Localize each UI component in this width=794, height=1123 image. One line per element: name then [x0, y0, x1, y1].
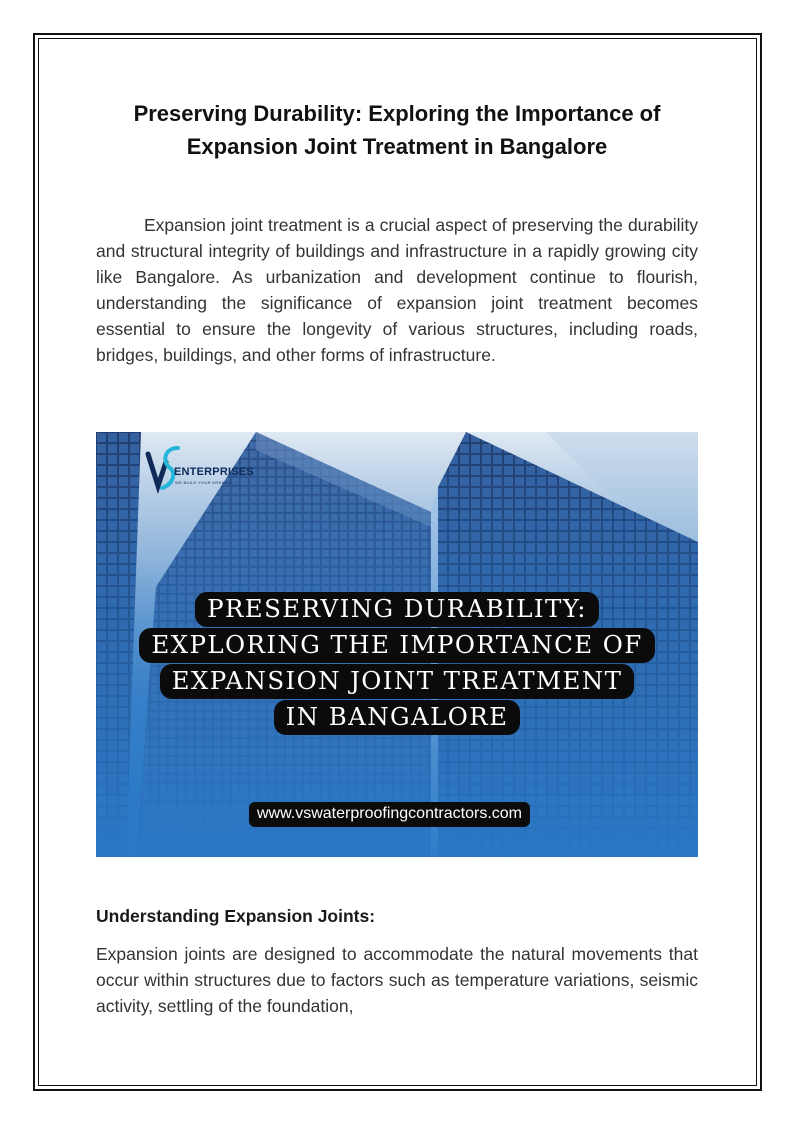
logo-tagline: WE BUILD YOUR DREAMS — [175, 480, 232, 485]
intro-paragraph: Expansion joint treatment is a crucial aspect of preserving the durability and structural integrity of buildings and infrastructure in a rapidly growing city like Bangalore. As urbanization and development continue to flourish, understanding the significance of expansion joint treatment becomes essential to ensure the longevity of various structures, including roads, bridges, buildings, and other forms of infrastructure. — [96, 215, 698, 365]
website-url: www.vswaterproofingcontractors.com — [249, 802, 530, 827]
headline-line-4: IN BANGALORE — [274, 700, 521, 735]
section-paragraph: Expansion joints are designed to accommodate the natural movements that occur within structures due to factors such as temperature variations, seismic activity, settling of the foundation, — [96, 944, 698, 1016]
headline-line-3: EXPANSION JOINT TREATMENT — [160, 664, 635, 699]
document-title: Preserving Durability: Exploring the Importance of Expansion Joint Treatment in Bangalore — [133, 101, 661, 159]
banner-image — [96, 432, 698, 857]
banner-headline — [96, 592, 698, 736]
section-heading: Understanding Expansion Joints: — [96, 906, 376, 926]
logo-wordmark: ENTERPRISES — [174, 466, 254, 478]
company-logo — [144, 440, 254, 500]
headline-line-1: PRESERVING DURABILITY: — [195, 592, 599, 627]
headline-line-2: EXPLORING THE IMPORTANCE OF — [139, 628, 654, 663]
